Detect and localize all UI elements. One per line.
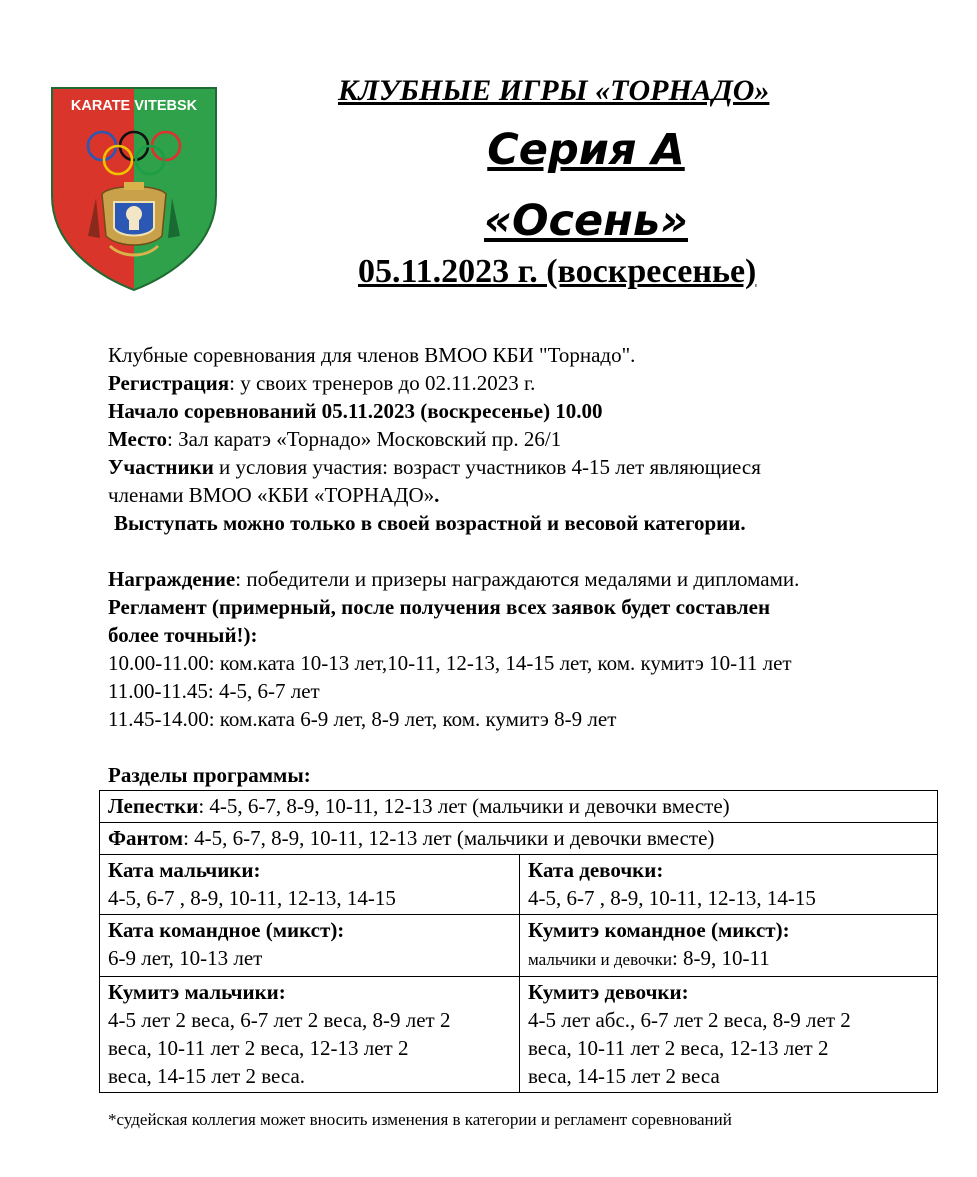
- table-row: [100, 977, 938, 1093]
- start-line: Начало соревнований 05.11.2023 (воскресенье) 10.00: [108, 399, 603, 423]
- program-table: [99, 790, 938, 1093]
- table-row: [100, 823, 938, 855]
- participants-continued: членами ВМОО «КБИ «ТОРНАДО».: [108, 483, 440, 507]
- regulation-title-1: Регламент (примерный, после получения всех заявок будет составлен: [108, 595, 771, 619]
- logo-text: KARATE VITEBSK: [70, 98, 198, 114]
- season-title: «Осень»: [484, 196, 688, 246]
- table-row: [100, 791, 938, 823]
- awards-line: Награждение: победители и призеры награждаются медалями и дипломами.: [108, 567, 800, 591]
- kata-girls-cell: Ката девочки: 4-5, 6-7 , 8-9, 10-11, 12-13, 14-15: [520, 855, 938, 915]
- series-title: Серия А: [487, 125, 685, 175]
- table-row: [100, 855, 938, 915]
- kumite-team-cell: Кумитэ командное (микст): мальчики и девочки: 8-9, 10-11: [520, 915, 938, 977]
- club-games-title: КЛУБНЫЕ ИГРЫ «ТОРНАДО»: [338, 74, 770, 107]
- event-date: 05.11.2023 г. (воскресенье): [358, 253, 757, 290]
- place-line: Место: Зал каратэ «Торнадо» Московский пр. 26/1: [108, 427, 562, 451]
- kata-boys-cell: Ката мальчики: 4-5, 6-7 , 8-9, 10-11, 12-13, 14-15: [100, 855, 520, 915]
- program-title: Разделы программы:: [108, 763, 311, 787]
- footnote: *судейская коллегия может вносить изменения в категории и регламент соревнований: [108, 1110, 732, 1129]
- schedule-item: 10.00-11.00: ком.ката 10-13 лет,10-11, 12-13, 14-15 лет, ком. кумитэ 10-11 лет: [108, 651, 792, 675]
- kumite-boys-cell: Кумитэ мальчики: 4-5 лет 2 веса, 6-7 лет 2 веса, 8-9 лет 2 веса, 10-11 лет 2 веса, 12-13 лет 2 веса, 14-15 лет 2 веса.: [100, 977, 520, 1093]
- kumite-girls-cell: Кумитэ девочки: 4-5 лет абс., 6-7 лет 2 веса, 8-9 лет 2 веса, 10-11 лет 2 веса, 12-13 лет 2 веса, 14-15 лет 2 веса: [520, 977, 938, 1093]
- regulation-title-2: более точный!):: [108, 623, 258, 647]
- petals-cell: Лепестки: 4-5, 6-7, 8-9, 10-11, 12-13 лет (мальчики и девочки вместе): [100, 791, 938, 823]
- table-row: [100, 915, 938, 977]
- schedule-item: 11.45-14.00: ком.ката 6-9 лет, 8-9 лет, ком. кумитэ 8-9 лет: [108, 707, 617, 731]
- schedule-item: 11.00-11.45: 4-5, 6-7 лет: [108, 679, 320, 703]
- category-note: Выступать можно только в своей возрастной и весовой категории.: [114, 511, 746, 535]
- participants-line: Участники и условия участия: возраст участников 4-15 лет являющиеся: [108, 455, 761, 479]
- intro-line: Клубные соревнования для членов ВМОО КБИ "Торнадо".: [108, 343, 636, 367]
- registration-line: Регистрация: у своих тренеров до 02.11.2023 г.: [108, 371, 536, 395]
- phantom-cell: Фантом: 4-5, 6-7, 8-9, 10-11, 12-13 лет (мальчики и девочки вместе): [100, 823, 938, 855]
- karate-vitebsk-logo: [50, 86, 218, 292]
- kata-team-cell: Ката командное (микст): 6-9 лет, 10-13 лет: [100, 915, 520, 977]
